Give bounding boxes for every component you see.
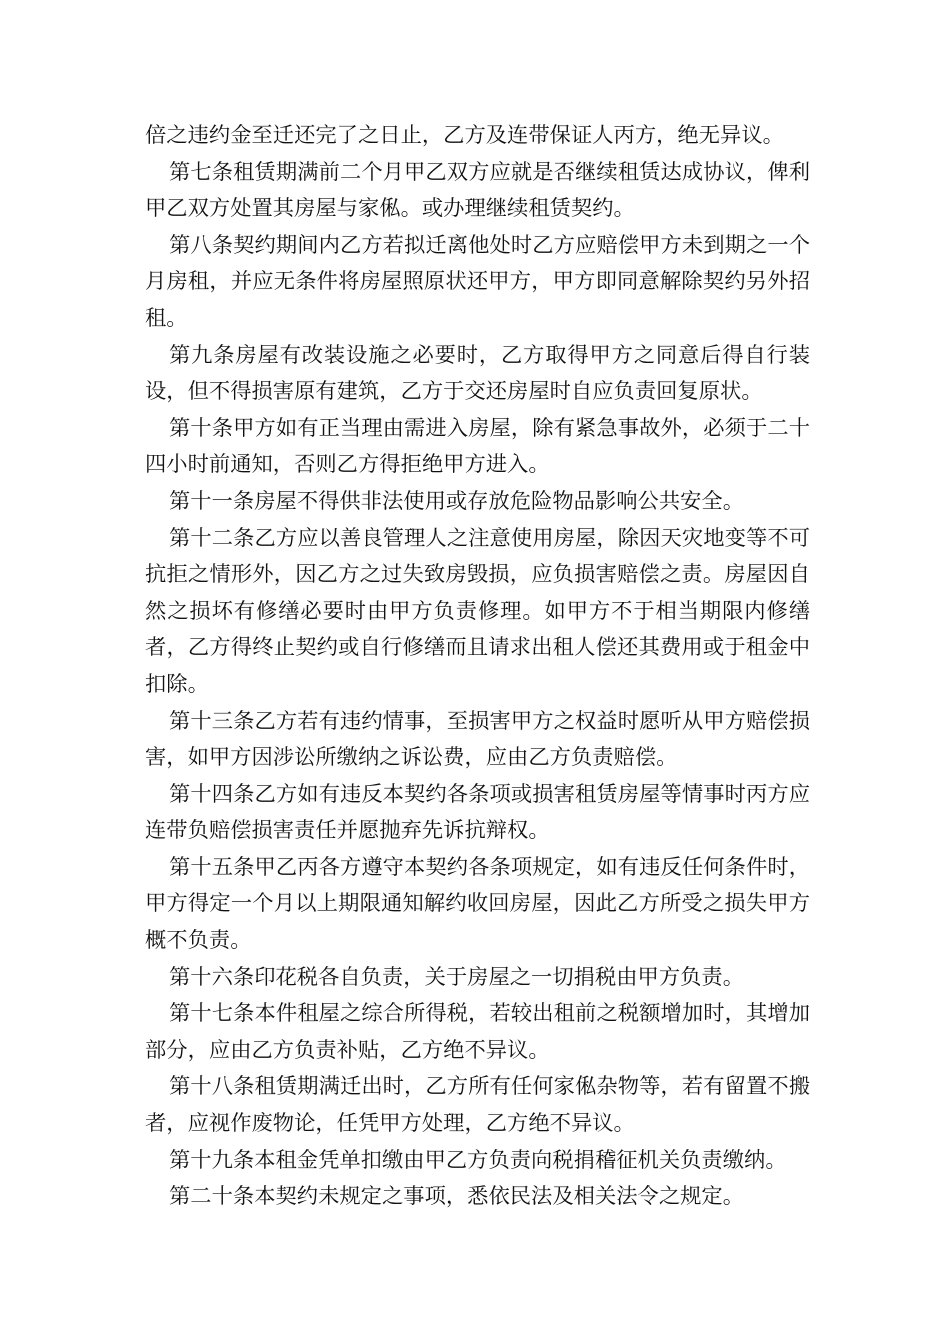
contract-body: [145, 118, 810, 1216]
paragraph-continuation: 倍之违约金至迁还完了之日止，乙方及连带保证人丙方，绝无异议。: [145, 123, 784, 148]
article-14: 第十四条乙方如有违反本契约各条项或损害租赁房屋等情事时丙方应连带负赔偿损害责任并愿抛弃先诉抗辩权。: [145, 781, 810, 844]
article-18: 第十八条租赁期满迁出时，乙方所有任何家俬杂物等，若有留置不搬者，应视作废物论，任凭甲方处理，乙方绝不异议。: [145, 1074, 810, 1137]
article-8: 第八条契约期间内乙方若拟迁离他处时乙方应赔偿甲方未到期之一个月房租，并应无条件将房屋照原状还甲方，甲方即同意解除契约另外招租。: [145, 232, 810, 331]
article-10: 第十条甲方如有正当理由需进入房屋，除有紧急事故外，必须于二十四小时前通知，否则乙方得拒绝甲方进入。: [145, 415, 810, 478]
article-16: 第十六条印花税各自负责，关于房屋之一切捐税由甲方负责。: [169, 964, 745, 990]
article-13: 第十三条乙方若有违约情事，至损害甲方之权益时愿听从甲方赔偿损害，如甲方因涉讼所缴纳之诉讼费，应由乙方负责赔偿。: [145, 708, 810, 771]
article-17: 第十七条本件租屋之综合所得税，若较出租前之税额增加时，其增加部分，应由乙方负责补贴，乙方绝不异议。: [145, 1001, 810, 1063]
article-11: 第十一条房屋不得供非法使用或存放危险物品影响公共安全。: [169, 488, 745, 514]
article-12: 第十二条乙方应以善良管理人之注意使用房屋，除因天灾地变等不可抗拒之情形外，因乙方之过失致房毁损，应负损害赔偿之责。房屋因自然之损坏有修缮必要时由甲方负责修理。如甲方不于相当期限内修缮者，乙方得终止契约或自行修缮而且请求出租人偿还其费用或于租金中扣除。: [145, 525, 810, 697]
article-19: 第十九条本租金凭单扣缴由甲乙方负责向税捐稽征机关负责缴纳。: [169, 1147, 787, 1173]
article-9: 第九条房屋有改装设施之必要时，乙方取得甲方之同意后得自行装设，但不得损害原有建筑，乙方于交还房屋时自应负责回复原状。: [145, 342, 810, 405]
article-20: 第二十条本契约未规定之事项，悉依民法及相关法令之规定。: [169, 1184, 745, 1210]
article-15: 第十五条甲乙丙各方遵守本契约各条项规定，如有违反任何条件时，甲方得定一个月以上期限通知解约收回房屋，因此乙方所受之损失甲方概不负责。: [145, 854, 810, 954]
article-7: 第七条租赁期满前二个月甲乙双方应就是否继续租赁达成协议，俾利甲乙双方处置其房屋与家俬。或办理继续租赁契约。: [145, 159, 810, 222]
